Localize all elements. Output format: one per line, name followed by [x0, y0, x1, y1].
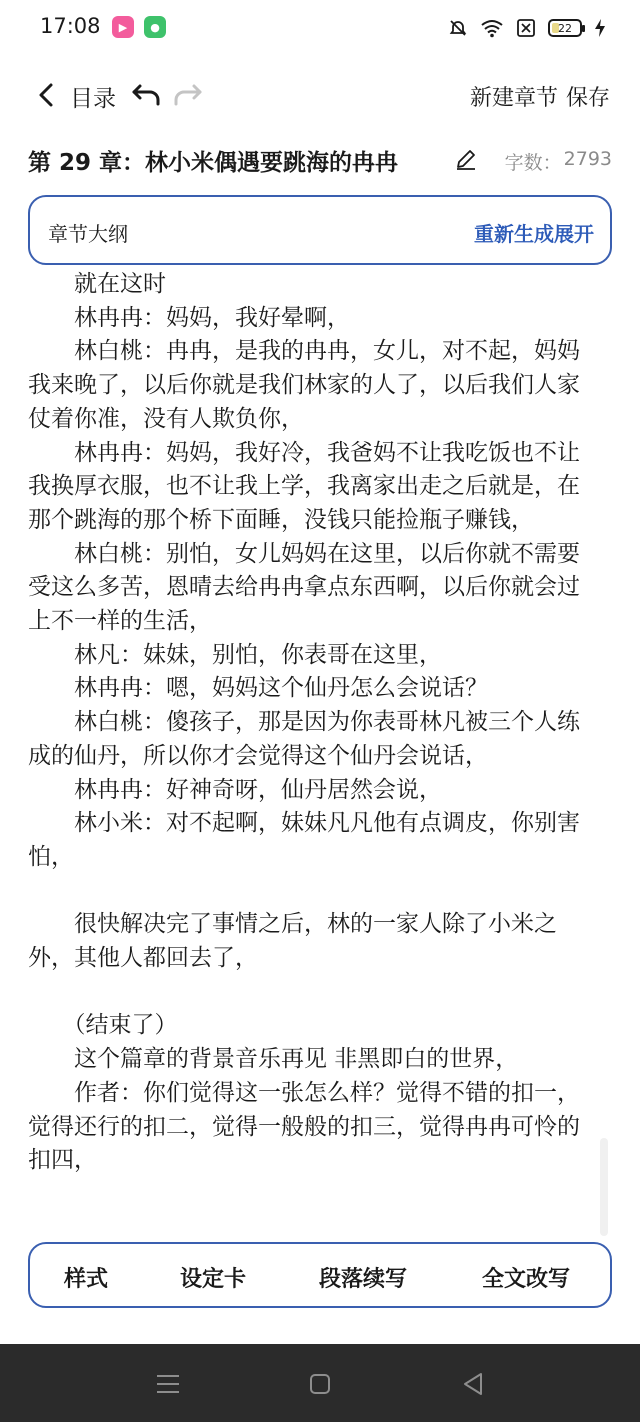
paragraph[interactable]: 很快解决完了事情之后，林的一家人除了小米之外，其他人都回去了，	[28, 911, 557, 972]
paragraph[interactable]: 林冉冉：妈妈，我好晕啊，	[28, 304, 350, 331]
chapter-content-editor[interactable]	[28, 268, 596, 1240]
bilibili-icon: ▶	[112, 16, 134, 38]
editor-toolbar	[28, 1242, 612, 1308]
status-bar	[0, 0, 640, 56]
menu-lines-icon[interactable]	[152, 1368, 184, 1400]
word-count-value: 2793	[563, 148, 612, 170]
paragraph[interactable]: 林冉冉：好神奇呀，仙丹居然会说，	[28, 776, 442, 803]
top-nav	[0, 70, 640, 120]
paragraph[interactable]: 林白桃：冉冉，是我的冉冉，女儿，对不起，妈妈我来晚了，以后你就是我们林家的人了，以后我们人家仗着你准，没有人欺负你，	[28, 338, 580, 432]
paragraph[interactable]: （结束了）	[28, 1012, 178, 1039]
new-chapter-button[interactable]: 新建章节	[470, 86, 559, 111]
paragraph[interactable]: 林小米：对不起啊，妹妹凡凡他有点调皮，你别害怕，	[28, 810, 580, 870]
save-button[interactable]: 保存	[566, 86, 611, 111]
chapter-title[interactable]: 第 29 章：林小米偶遇要跳海的冉冉	[28, 150, 399, 176]
paragraph[interactable]: 这个篇章的背景音乐再见 非黑即白的世界，	[28, 1046, 519, 1073]
system-nav-bar	[0, 1344, 640, 1422]
android-app-icon: ●	[144, 16, 166, 38]
full-rewrite-button[interactable]: 全文改写	[482, 1267, 571, 1292]
sim-close-icon	[516, 18, 536, 38]
paragraph[interactable]: 林冉冉：妈妈，我好冷，我爸妈不让我吃饭也不让我换厚衣服，也不让我上学，我离家出走之后就是，在那个跳海的那个桥下面睡，没钱只能捡瓶子赚钱，	[28, 439, 580, 533]
undo-icon[interactable]	[130, 80, 164, 110]
pencil-icon[interactable]	[454, 147, 478, 171]
charging-bolt-icon	[594, 18, 606, 38]
paragraph[interactable]: 林白桃：别怕，女儿妈妈在这里，以后你就不需要受这么多苦，恩晴去给冉冉拿点东西啊，以后你就会过上不一样的生活，	[28, 540, 580, 635]
regenerate-button[interactable]: 重新生成	[474, 222, 554, 246]
settings-card-button[interactable]: 设定卡	[180, 1267, 247, 1292]
bell-muted-icon	[448, 18, 468, 38]
chapter-outline-panel[interactable]	[28, 195, 612, 265]
paragraph[interactable]: 林白桃：傻孩子，那是因为你表哥林凡被三个人练成的仙丹，所以你才会觉得这个仙丹会说话，	[28, 709, 580, 769]
redo-icon[interactable]	[170, 80, 204, 110]
paragraph[interactable]: 林冉冉：嗯，妈妈这个仙丹怎么会说话？	[28, 675, 488, 702]
status-time: 17:08	[40, 14, 101, 38]
wifi-icon	[480, 18, 504, 38]
battery-icon	[548, 19, 582, 37]
paragraph[interactable]: 林凡：妹妹，别怕，你表哥在这里，	[28, 641, 442, 668]
chevron-left-icon[interactable]	[32, 78, 62, 112]
back-triangle-icon[interactable]	[458, 1368, 490, 1400]
toc-button[interactable]: 目录	[70, 86, 116, 112]
status-icons	[448, 16, 606, 40]
scrollbar[interactable]	[600, 1138, 608, 1236]
style-button[interactable]: 样式	[64, 1267, 109, 1292]
expand-button[interactable]: 展开	[554, 222, 594, 246]
paragraph[interactable]: 作者：你们觉得这一张怎么样？觉得不错的扣一，觉得还行的扣二，觉得一般般的扣三，觉得冉冉可怜的扣四，	[28, 1079, 580, 1174]
paragraph-continue-button[interactable]: 段落续写	[319, 1267, 408, 1292]
blank-line[interactable]	[28, 976, 596, 1010]
outline-label: 章节大纲	[48, 222, 128, 246]
word-count-label: 字数：	[504, 152, 562, 174]
blank-line[interactable]	[28, 875, 596, 909]
paragraph[interactable]: 就在这时	[28, 271, 166, 297]
word-count	[505, 148, 612, 175]
battery-level: 22	[558, 21, 572, 35]
home-square-icon[interactable]	[304, 1368, 336, 1400]
